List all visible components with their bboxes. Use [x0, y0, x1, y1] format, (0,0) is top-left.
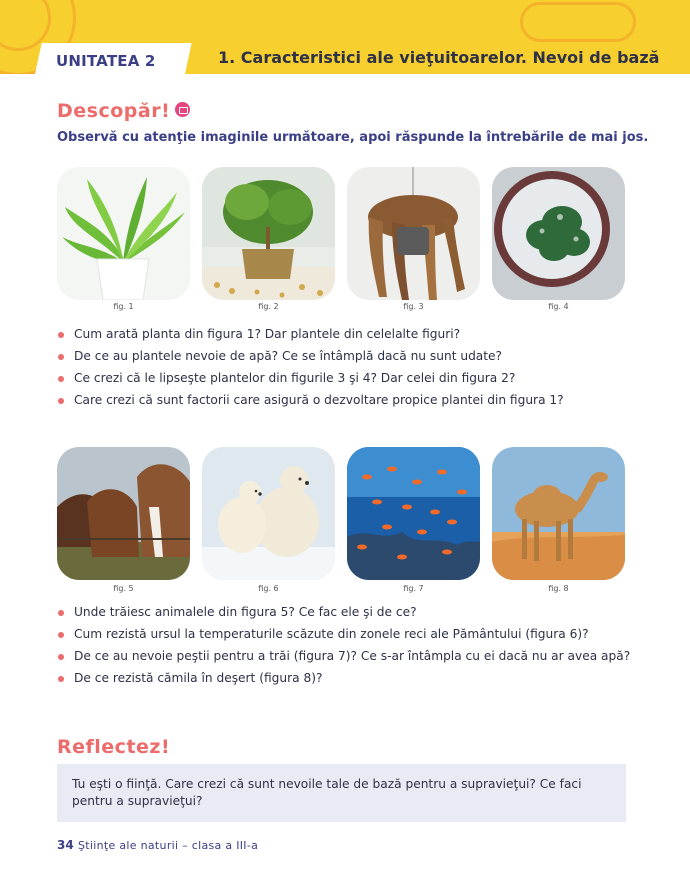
- fig-7-image: [347, 447, 480, 580]
- discover-heading: [57, 100, 190, 122]
- fig-3-caption: fig. 3: [403, 302, 424, 311]
- page-number: 34: [57, 838, 74, 852]
- fig-6-caption: fig. 6: [258, 584, 279, 593]
- reflect-heading: Reflectez!: [57, 736, 171, 758]
- list-item: De ce au nevoie peştii pentru a trăi (figura 7)? Ce s-ar întâmpla cu ei dacă nu ar avea apă?: [57, 648, 647, 664]
- list-item: De ce rezistă cămila în deşert (figura 8)?: [57, 670, 647, 686]
- cloud-decoration-icon: [520, 2, 636, 42]
- list-item: Unde trăiesc animalele din figura 5? Ce fac ele şi de ce?: [57, 604, 647, 620]
- fig-2-caption: fig. 2: [258, 302, 279, 311]
- discover-heading-text: Descopăr!: [57, 100, 171, 122]
- photo-icon: [175, 102, 190, 117]
- list-item: De ce au plantele nevoie de apă? Ce se întâmplă dacă nu sunt udate?: [57, 348, 647, 364]
- plant-questions-list: [57, 326, 647, 414]
- fig-5-caption: fig. 5: [113, 584, 134, 593]
- fig-4-image: [492, 167, 625, 300]
- discover-intro: Observă cu atenţie imaginile următoare, apoi răspunde la întrebările de mai jos.: [57, 130, 649, 145]
- fig-1-caption: fig. 1: [113, 302, 134, 311]
- fig-6-image: [202, 447, 335, 580]
- fig-8-caption: fig. 8: [548, 584, 569, 593]
- fig-1-image: [57, 167, 190, 300]
- list-item: Ce crezi că le lipseşte plantelor din figurile 3 şi 4? Dar celei din figura 2?: [57, 370, 647, 386]
- unit-label: UNITATEA 2: [56, 52, 156, 70]
- list-item: Cum rezistă ursul la temperaturile scăzute din zonele reci ale Pământului (figura 6)?: [57, 626, 647, 642]
- fig-4-caption: fig. 4: [548, 302, 569, 311]
- book-title: Ştiinţe ale naturii – clasa a III-a: [78, 839, 259, 852]
- fig-8-image: [492, 447, 625, 580]
- animal-questions-list: [57, 604, 647, 692]
- lesson-title: 1. Caracteristici ale vieţuitoarelor. Nevoi de bază: [218, 48, 660, 67]
- fig-5-image: [57, 447, 190, 580]
- list-item: Care crezi că sunt factorii care asigură o dezvoltare propice plantei din figura 1?: [57, 392, 647, 408]
- fig-3-image: [347, 167, 480, 300]
- fig-2-image: [202, 167, 335, 300]
- reflect-text: Tu eşti o fiinţă. Care crezi că sunt nevoile tale de bază pentru a supravieţui? Ce faci pentru a supravieţui?: [72, 777, 582, 808]
- fig-7-caption: fig. 7: [403, 584, 424, 593]
- list-item: Cum arată planta din figura 1? Dar plantele din celelalte figuri?: [57, 326, 647, 342]
